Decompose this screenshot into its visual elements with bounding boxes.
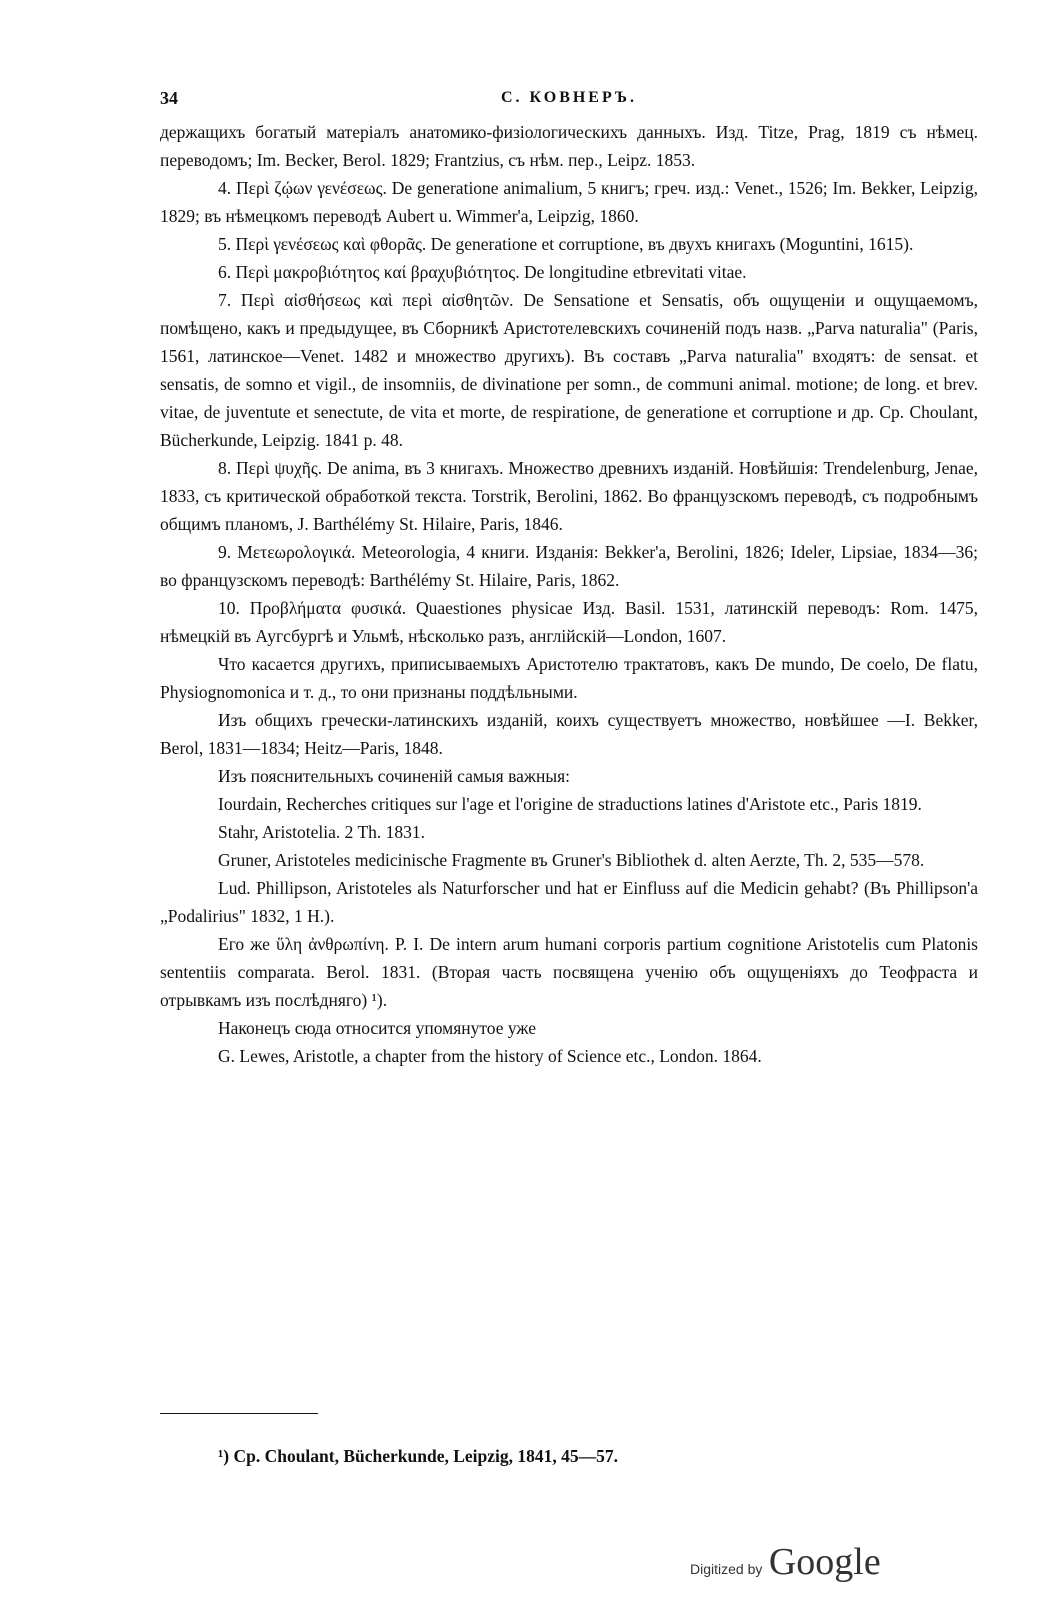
footnote-divider [160,1413,318,1414]
paragraph: 6. Περὶ μακροβιότητος καί βραχυβιότητος. De longitudine etbrevitati vitae. [218,262,747,282]
page-number: 34 [160,88,178,108]
paragraph: Gruner, Aristoteles medicinische Fragmente въ Gruner's Bibliothek d. alten Aerzte, Th. 2, 535—578. [218,850,925,870]
paragraph: 8. Περὶ ψυχῆς. De anima, въ 3 книгахъ. Множество древнихъ изданій. Новѣйшія: Trendelenburg, Jenae, 1833, съ критической обработкой текста. Torstrik, Berolini, 1862. Во французскомъ переводѣ, съ подробнымъ общимъ планомъ, J. Barthélémy St. Hilaire, Paris, 1846. [160,458,978,534]
paragraph: 7. Περὶ αἰσθήσεως καὶ περὶ αἰσθητῶν. De Sensatione et Sensatis, объ ощущеніи и ощущаемомъ, помѣщено, какъ и предыдущее, въ Сборникѣ Аристотелевскихъ сочиненій подъ назв. „Parva naturalia" (Paris, 1561, латинское—Venet. 1482 и множество другихъ). Въ составъ „Parva naturalia" входятъ: de sensat. et sensatis, de somno et vigil., de insomniis, de divinatione per somn., de communi animal. motione; de long. et brev. vitae, de juventute et senectute, de vita et morte, de respiratione, de generatione et corruptione и др. Ср. Choulant, Bücherkunde, Leipzig. 1841 p. 48. [160,290,978,450]
page-header [160,84,978,118]
google-logo: Google [768,1541,881,1583]
paragraph: G. Lewes, Aristotle, a chapter from the history of Science etc., London. 1864. [218,1046,762,1066]
paragraph: держащихъ богатый матеріалъ анатомико-физіологическихъ данныхъ. Изд. Titze, Prag, 1819 съ нѣмец. переводомъ; Im. Becker, Berol. 1829; Frantzius, съ нѣм. пер., Leipz. 1853. [160,122,978,170]
page-body [160,84,978,1070]
paragraph: Изъ пояснительныхъ сочиненій самыя важныя: [218,766,571,786]
paragraph: Lud. Phillipson, Aristoteles als Naturforscher und hat er Einfluss auf die Medicin gehabt? (Въ Phillipson'a „Podalirius" 1832, 1 H.). [160,878,978,926]
paragraph: Что касается другихъ, приписываемыхъ Аристотелю трактатовъ, какъ De mundo, De coelo, De flatu, Physiognomonica и т. д., то они признаны поддѣльными. [160,654,978,702]
paragraph: Изъ общихъ гречески-латинскихъ изданій, коихъ существуетъ множество, новѣйшее —I. Bekker, Berol, 1831—1834; Heitz—Paris, 1848. [160,710,978,758]
paragraph: 5. Περὶ γενέσεως καὶ φθορᾶς. De generatione et corruptione, въ двухъ книгахъ (Moguntini, 1615). [218,234,914,254]
paragraph: 9. Μετεωρολογικά. Meteorologia, 4 книги. Изданія: Bekker'a, Berolini, 1826; Ideler, Lipsiae, 1834—36; во французскомъ переводѣ: Barthélémy St. Hilaire, Paris, 1862. [160,542,978,590]
footnote: ¹) Cp. Choulant, Bücherkunde, Leipzig, 1841, 45—57. [218,1446,619,1466]
watermark-prefix: Digitized by [690,1561,763,1577]
digitized-by-google-watermark [690,1540,881,1584]
running-title: С. КОВНЕРЪ. [500,89,637,106]
paragraph: Его же ὕλη ἀνθρωπίνη. P. I. De intern arum humani corporis partium cognitione Aristotelis cum Platonis sententiis comparata. Berol. 1831. (Вторая часть посвящена ученію объ ощущеніяхъ до Теофраста и отрывкамъ изъ послѣдняго) ¹). [160,934,978,1010]
paragraph: Stahr, Aristotelia. 2 Th. 1831. [218,822,426,842]
paragraph: 4. Περὶ ζῴων γενέσεως. De generatione animalium, 5 книгъ; греч. изд.: Venet., 1526; Im. Bekker, Leipzig, 1829; въ нѣмецкомъ переводѣ Aubert u. Wimmer'a, Leipzig, 1860. [160,178,978,226]
paragraph: 10. Προβλήματα φυσικά. Quaestiones physicae Изд. Basil. 1531, латинскій переводъ: Rom. 1475, нѣмецкій въ Аугсбургѣ и Ульмѣ, нѣсколько разъ, англійскій—London, 1607. [160,598,978,646]
paragraph: Iourdain, Recherches critiques sur l'age et l'origine de straductions latines d'Aristote etc., Paris 1819. [218,794,922,814]
paragraph: Наконецъ сюда относится упомянутое уже [218,1018,537,1038]
